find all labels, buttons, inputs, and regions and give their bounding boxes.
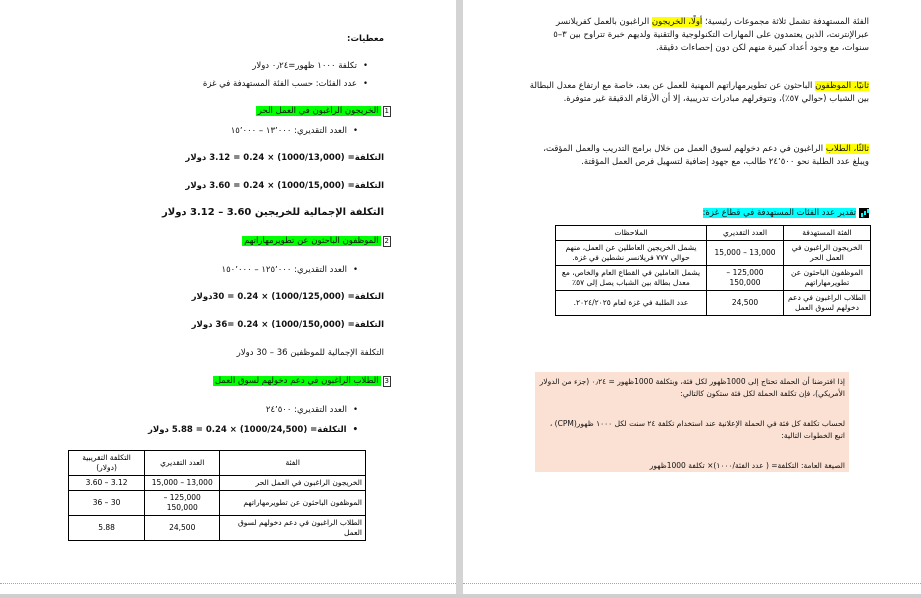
- third-text: الراغبون في دعم دخولهم لسوق العمل من خلال برامج التدريب والعمل المؤقت، ويبلغ عدد الطلبة نحو ٢٤٬٥٠٠ طالب، مع جهود إضافية لتسهيل فرص العمل المؤقتة.: [543, 144, 869, 167]
- status-bar: [0, 594, 921, 598]
- table-cell: الخريجون الراغبون في العمل الحر: [784, 241, 871, 266]
- table-header-row: [556, 226, 871, 241]
- peach-formula: الصيغة العامة: التكلفة= ( عدد الفئة/١٠٠٠)× تكلفة 1000ظهور: [649, 461, 845, 470]
- given-cost: • تكلفة ١٠٠٠ ظهور=٠٫٢٤ دولار: [252, 60, 368, 73]
- second-paragraph: [529, 80, 869, 106]
- target-groups-table: [555, 225, 871, 316]
- cat3-number: 3: [384, 377, 389, 385]
- table-cell: 24,500: [145, 516, 220, 541]
- cat2-total: التكلفة الإجمالية للموظفين 36 – 30 دولار: [236, 348, 384, 358]
- cat1-title: الخريجون الراغبون في العمل الحر: [257, 106, 379, 116]
- table-cell: عدد الطلبة في غزة لعام ٢٠٢٤/٢٠٢٥.: [556, 291, 707, 316]
- given-categories: • عدد الفئات: حسب الفئة المستهدفة في غزة: [203, 78, 368, 91]
- second-text: الباحثون عن تطويرمهاراتهم المهنية للعمل عن بعد، خاصة مع ارتفاع معدل البطالة بين الشباب (حوالي ٥٧٪)، وتتوفرلهم مبادرات تدريبية، إلا أن الأرقام الدقيقة غير متوفرة.: [529, 81, 869, 104]
- table-row: [69, 491, 366, 516]
- table-cell: الطلاب الراغبون في دعم دخولهم لسوق العمل: [784, 291, 871, 316]
- cat2-cost-b: التكلفة= (1000/150,000) × 0.24 =36 دولار: [191, 320, 384, 330]
- table-cell: الطلاب الراغبون في دعم دخولهم لسوق العمل: [220, 516, 366, 541]
- cat3-reach: • العدد التقديري: ٢٤٬٥٠٠: [266, 404, 358, 417]
- students-highlight: ثالثًا، الطلاب: [825, 144, 869, 154]
- peach-paragraph-1: إذا افترضنا أن الحملة تحتاج إلى 1000ظهور لكل فئة، وبتكلفة 1000ظهور = ٠٫٢٤ (جزء من الدولار الأمريكي)، فإن تكلفة الحملة لكل فئة ستكون كالتالي:: [539, 377, 845, 398]
- table-row: [69, 476, 366, 491]
- cat1-cost-b: التكلفة= (1000/15,000) × 0.24 = 3.60 دولار: [185, 181, 384, 191]
- table-cell: 125,000 – 150,000: [707, 266, 784, 291]
- cat1-heading: [256, 105, 391, 118]
- cat2-number: 2: [384, 237, 389, 245]
- page-break-line: [0, 583, 456, 585]
- table-header: التكلفة التقريبية (دولار): [69, 451, 145, 476]
- table-title-text: تقدير عدد الفئات المستهدفة في قطاع غزة:: [702, 208, 856, 218]
- table-row: [556, 266, 871, 291]
- table-cell: الموظفون الباحثون عن تطويرمهاراتهم: [220, 491, 366, 516]
- cat1-total: التكلفة الإجمالية للخريجين 3.60 – 3.12 دولار: [161, 207, 384, 218]
- table-row: [69, 516, 366, 541]
- cat3-cost: • التكلفة= (1000/24,500) × 0.24 = 5.88 دولار: [148, 424, 358, 437]
- cat1-number: 1: [384, 107, 389, 115]
- cat2-cost-a: التكلفة= (1000/125,000) × 0.24 = 30دولار: [191, 292, 384, 302]
- table-cell: 5.88: [69, 516, 145, 541]
- table-header-row: [69, 451, 366, 476]
- cat2-reach: • العدد التقديري: ١٢٥٬٠٠٠ – ١٥٠٬٠٠٠: [222, 264, 358, 277]
- cat2-heading: [242, 235, 391, 248]
- cat1-cost-a: التكلفة= (1000/13,000) × 0.24 = 3.12 دولار: [185, 153, 384, 163]
- table-cell: 13,000 – 15,000: [145, 476, 220, 491]
- cat2-title: الموظفون الباحثون عن تطويرمهاراتهم: [244, 236, 379, 246]
- cat3-heading: [213, 375, 391, 388]
- left-page: [0, 0, 456, 594]
- table-cell: يشمل العاملين في القطاع العام والخاص، مع معدل بطالة بين الشباب يصل إلى ٥٧٪: [556, 266, 707, 291]
- table-header: الفئة: [220, 451, 366, 476]
- graduates-highlight: أولًا، الخريجون: [651, 17, 703, 27]
- table-cell: 30 – 36: [69, 491, 145, 516]
- cat3-title: الطلاب الراغبون في دعم دخولهم لسوق العمل: [214, 376, 379, 386]
- table-header: العدد التقديري: [707, 226, 784, 241]
- peach-paragraph-2: لحساب تكلفة كل فئة في الحملة الإعلانية عند استخدام تكلفة ٢٤ سنت لكل ١٠٠٠ ظهور(CPM) ، اتبع الخطوات التالية:: [549, 419, 845, 440]
- table-cell: الخريجون الراغبون في العمل الحر: [220, 476, 366, 491]
- intro-text: الفئة المستهدفة تشمل ثلاثة مجموعات رئيسية؛: [702, 17, 869, 27]
- givens-heading: معطيات:: [347, 34, 384, 44]
- third-paragraph: [529, 143, 869, 169]
- table-cell: 3.12 – 3.60: [69, 476, 145, 491]
- table-cell: يشمل الخريجين العاطلين عن العمل، منهم حوالي ٧٧٧ فريلانسر نشطين في غزة.: [556, 241, 707, 266]
- table-header: الملاحظات: [556, 226, 707, 241]
- cat1-reach: • العدد التقديري: ١٣٬٠٠٠ – ١٥٬٠٠٠: [231, 125, 358, 138]
- table-row: [556, 291, 871, 316]
- intro-text-rest: الراغبون بالعمل كفريلانسر عبرالإنترنت، الذين يعتمدون على المهارات التكنولوجية والتقنية ولديهم خبرة تتراوح بين ٣–٥ سنوات، مع وجود أعداد كبيرة منهم لكن دون إحصاءات دقيقة.: [553, 17, 869, 53]
- table-header: الفئة المستهدفة: [784, 226, 871, 241]
- employees-highlight: ثانيًا، الموظفون: [815, 81, 869, 91]
- table-title: [703, 207, 869, 220]
- table-cell: الموظفون الباحثون عن تطويرمهاراتهم: [784, 266, 871, 291]
- table-cell: 24,500: [707, 291, 784, 316]
- page-gutter: [456, 0, 463, 598]
- table-cell: 125,000 – 150,000: [145, 491, 220, 516]
- table-row: [556, 241, 871, 266]
- table-cell: 13,000 – 15,000: [707, 241, 784, 266]
- table-header: العدد التقديري: [145, 451, 220, 476]
- right-page: [463, 0, 921, 594]
- intro-paragraph: [529, 16, 869, 55]
- cost-summary-table: [68, 450, 366, 541]
- page-break-line: [463, 583, 921, 585]
- bar-chart-icon: [859, 208, 869, 218]
